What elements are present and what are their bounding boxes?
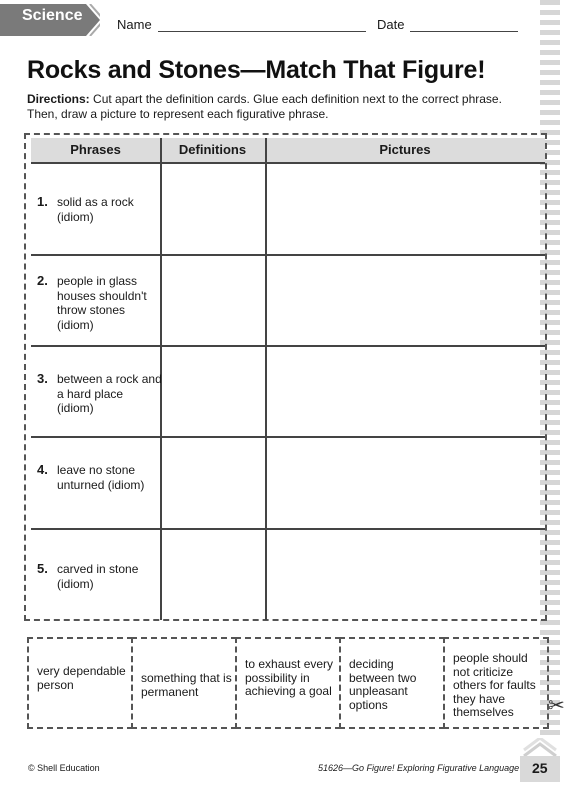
- row-phrase: solid as a rock (idiom): [57, 195, 134, 224]
- page-number: 25: [532, 760, 548, 776]
- page-chevron-decoration: [520, 738, 560, 758]
- row-number: 2.: [37, 273, 48, 288]
- publisher-credit: © Shell Education: [28, 763, 100, 773]
- header-pictures: Pictures: [379, 142, 431, 157]
- row-divider: [31, 436, 545, 438]
- row-phrase: leave no stone unturned (idiom): [57, 463, 145, 492]
- directions-text: Cut apart the definition cards. Glue each definition next to the correct phrase. Then, draw a picture to represent each figurative phrase.: [27, 92, 502, 121]
- definition-cards: [27, 637, 549, 729]
- definition-card[interactable]: [235, 637, 341, 729]
- name-line: [158, 31, 366, 32]
- stripe: [540, 50, 560, 55]
- definition-card[interactable]: [27, 637, 133, 729]
- stripe: [540, 630, 560, 635]
- stripe: [540, 20, 560, 25]
- card-text: very dependable person: [37, 664, 126, 692]
- card-text: something that is permanent: [141, 671, 232, 699]
- stripe: [540, 90, 560, 95]
- table-header-row: [31, 138, 545, 164]
- stripe: [540, 100, 560, 105]
- scissors-icon: ✂: [548, 695, 565, 717]
- card-text: deciding between two unpleasant options: [349, 657, 417, 712]
- stripe: [540, 80, 560, 85]
- row-number: 4.: [37, 462, 48, 477]
- definition-card[interactable]: [131, 637, 237, 729]
- row-phrase: carved in stone (idiom): [57, 562, 139, 591]
- row-phrase: people in glass houses shouldn't throw stones (idiom): [57, 274, 147, 332]
- definition-card[interactable]: [339, 637, 445, 729]
- subject-tab-label: Science: [22, 7, 83, 24]
- definition-card[interactable]: [443, 637, 549, 729]
- card-text: to exhaust every possibility in achieving a goal: [245, 657, 334, 698]
- row-number: 5.: [37, 561, 48, 576]
- stripe: [540, 0, 560, 5]
- page-title: Rocks and Stones—Match That Figure!: [27, 56, 486, 84]
- card-text: people should not criticize others for faults they have themselves: [453, 651, 536, 719]
- header-phrases: Phrases: [70, 142, 121, 157]
- row-number: 1.: [37, 194, 48, 209]
- column-divider: [265, 138, 267, 620]
- row-phrase: between a rock and a hard place (idiom): [57, 372, 162, 415]
- row-divider: [31, 345, 545, 347]
- book-title: 51626—Go Figure! Exploring Figurative Language: [318, 763, 520, 773]
- header-definitions: Definitions: [178, 142, 247, 157]
- stripe: [540, 40, 560, 45]
- row-divider: [31, 528, 545, 530]
- stripe: [540, 120, 560, 125]
- stripe: [540, 730, 560, 735]
- directions-label: Directions:: [27, 92, 90, 106]
- stripe: [540, 30, 560, 35]
- name-label: Name: [117, 17, 152, 32]
- row-divider: [31, 254, 545, 256]
- row-number: 3.: [37, 371, 48, 386]
- stripe: [540, 10, 560, 15]
- date-label: Date: [377, 17, 405, 32]
- phrases-table: [31, 138, 545, 620]
- date-line: [410, 31, 518, 32]
- stripe: [540, 110, 560, 115]
- directions: [27, 92, 527, 122]
- stripe: [540, 70, 560, 75]
- stripe: [540, 60, 560, 65]
